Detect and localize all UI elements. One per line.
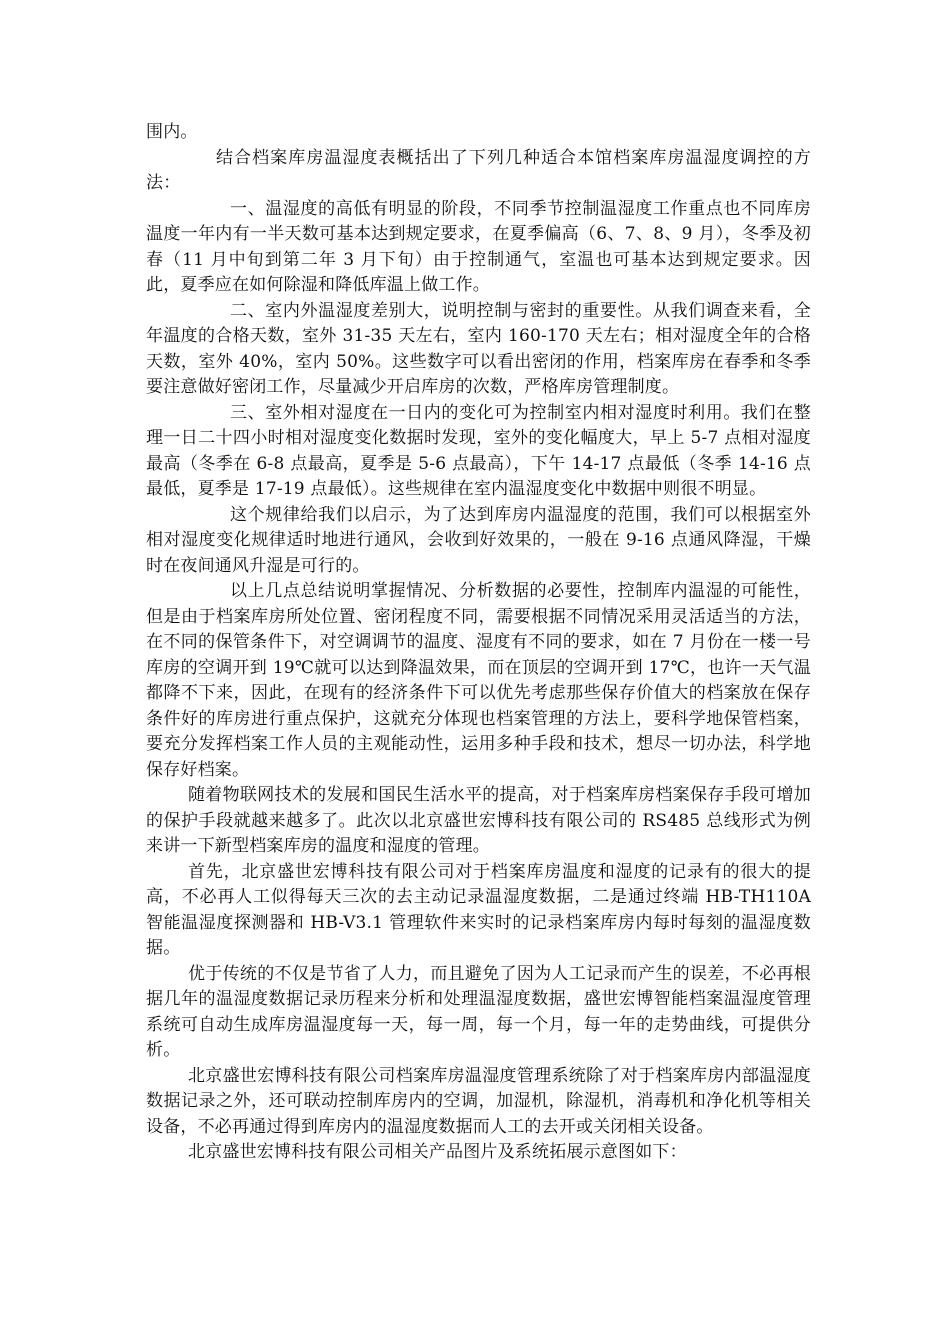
paragraph-figure-intro: 北京盛世宏博科技有限公司相关产品图片及系统拓展示意图如下： (188, 1142, 687, 1162)
paragraph-point-1: 一、温湿度的高低有明显的阶段，不同季节控制温湿度工作重点也不同库房温度一年内有一半天数可基本达到规定要求，在夏季偏高（6、7、8、9 月），冬季及初春（11 月中旬到第二年 3 月下旬）由于控制通气，室温也可基本达到规定要求。因此，夏季应在如何除湿和降低库温上做工作。 (146, 198, 811, 295)
paragraph-iot: 随着物联网技术的发展和国民生活水平的提高，对于档案库房档案保存手段可增加的保护手段就越来越多了。此次以北京盛世宏博科技有限公司的 RS485 总线形式为例来讲一下新型档案库房的温度和湿度的管理。 (146, 785, 811, 856)
paragraph-advantage: 优于传统的不仅是节省了人力，而且避免了因为人工记录而产生的误差，不必再根据几年的温湿度数据记录历程来分析和处理温湿度数据，盛世宏博智能档案温湿度管理系统可自动生成库房温湿度每一天，每一周，每一个月，每一年的走势曲线，可提供分析。 (146, 963, 811, 1060)
paragraph-point-2: 二、室内外温湿度差别大，说明控制与密封的重要性。从我们调查来看，全年温度的合格天数，室外 31-35 天左右，室内 160-170 天左右；相对湿度全年的合格天数，室外 40%，室内 50%。这些数字可以看出密闭的作用，档案库房在春季和冬季要注意做好密闭工作，尽量减少开启库房的次数，严格库房管理制度。 (146, 300, 811, 397)
paragraph-intro: 结合档案库房温湿度表概括出了下列几种适合本馆档案库房温湿度调控的方法： (146, 147, 811, 193)
paragraph-linkage: 北京盛世宏博科技有限公司档案库房温湿度管理系统除了对于档案库房内部温湿度数据记录之外，还可联动控制库房内的空调，加湿机，除湿机，消毒机和净化机等相关设备，不必再通过得到库房内的温湿度数据而人工的去开或关闭相关设备。 (146, 1065, 811, 1137)
paragraph-first: 首先，北京盛世宏博科技有限公司对于档案库房温度和湿度的记录有的很大的提高，不必再人工似得每天三次的去主动记录温湿度数据，二是通过终端 HB-TH110A 智能温湿度探测器和 HB-V3.1 管理软件来实时的记录档案库房内每时每刻的温湿度数据。 (146, 861, 811, 958)
paragraph-point-3: 三、室外相对湿度在一日内的变化可为控制室内相对湿度时利用。我们在整理一日二十四小时相对湿度变化数据时发现，室外的变化幅度大，早上 5-7 点相对湿度最高（冬季在 6-8 点最高，夏季是 5-6 点最高），下午 14-17 点最低（冬季 14-16 点最低，夏季是 17-19 点最低）。这些规律在室内温湿度变化中数据中则很不明显。 (146, 402, 811, 499)
paragraph-rule-insight: 这个规律给我们以启示，为了达到库房内温湿度的范围，我们可以根据室外相对湿度变化规律适时地进行通风，会收到好效果的，一般在 9-16 点通风降湿，干燥时在夜间通风升湿是可行的。 (146, 504, 811, 576)
paragraph-summary: 以上几点总结说明掌握情况、分析数据的必要性，控制库内温湿的可能性，但是由于档案库房所处位置、密闭程度不同，需要根据不同情况采用灵活适当的方法，在不同的保管条件下，对空调调节的温度、湿度有不同的要求，如在 7 月份在一楼一号库房的空调开到 19℃就可以达到降温效果，而在顶层的空调开到 17℃，也许一天气温都降不下来，因此，在现有的经济条件下可以优先考虑那些保存价值大的档案放在保存条件好的库房进行重点保护，这就充分体现也档案管理的方法上，要科学地保管档案，要充分发挥档案工作人员的主观能动性，运用多种手段和技术，想尽一切办法，科学地保存好档案。 (146, 581, 811, 780)
paragraph-continuation: 围内。 (146, 122, 198, 142)
document-page (146, 120, 811, 1166)
